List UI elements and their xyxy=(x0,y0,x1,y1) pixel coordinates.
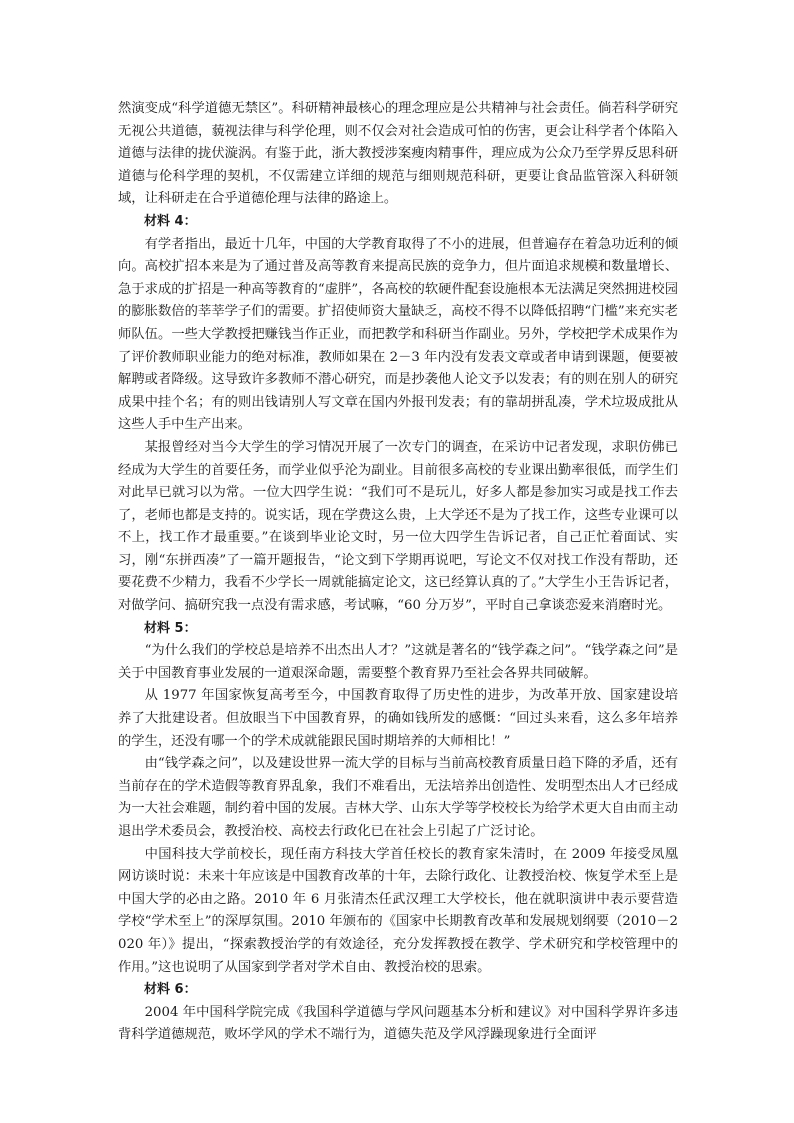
paragraph: 有学者指出，最近十几年，中国的大学教育取得了不小的进展，但普遍存在着急功近利的倾向。高校扩招本来是为了通过普及高等教育来提高民族的竞争力，但片面追求规模和数量增长、急于求成的扩招是一种高等教育的“虚胖”，各高校的软硬件配套设施根本无法满足突然拥进校园的膨胀数倍的莘莘学子们的需要。扩招使师资大量缺乏，高校不得不以降低招聘“门槛”来充实老师队伍。一些大学教授把赚钱当作正业，而把教学和科研当作副业。另外，学校把学术成果作为了评价教师职业能力的绝对标准，教师如果在 2－3 年内没有发表文章或者申请到课题，便要被解聘或者降级。这导致许多教师不潜心研究，而是抄袭他人论文予以发表；有的则在别人的研究成果中挂个名；有的则出钱请别人写文章在国内外报刊发表；有的靠胡拼乱凑，学术垃圾成批从这些人手中生产出来。 xyxy=(118,236,678,433)
paragraph: 2004 年中国科学院完成《我国科学道德与学风问题基本分析和建议》对中国科学界许多违背科学道德规范，败坏学风的学术不端行为，道德失范及学风浮躁现象进行全面评 xyxy=(118,1004,678,1043)
heading-material-4: 材料 4： xyxy=(144,213,197,229)
paragraph: 某报曾经对当今大学生的学习情况开展了一次专门的调查，在采访中记者发现，求职仿佛已经成为大学生的首要任务，而学业似乎沦为副业。目前很多高校的专业课出勤率很低，而学生们对此早已就习以为常。一位大四学生说：“我们可不是玩儿，好多人都是参加实习或是找工作去了，老师也都是支持的。说实话，现在学费这么贵，上大学还不是为了找工作，这些专业课可以不上，找工作才最重要。”在谈到毕业论文时，另一位大四学生告诉记者，自己正忙着面试、实习，刚“东拼西凑”了一篇开题报告，“论文到下学期再说吧，写论文不仅对找工作没有帮助，还要花费不少精力，我看不少学长一周就能搞定论文，这已经算认真的了。”大学生小王告诉记者，对做学问、搞研究我一点没有需求感，考试嘛，“60 分万岁”，平时自己拿谈恋爱来消磨时光。 xyxy=(118,439,678,614)
paragraph: 从 1977 年国家恢复高考至今，中国教育取得了历史性的进步，为改革开放、国家建设培养了大批建设者。但放眼当下中国教育界，的确如钱所发的感慨：“回过头来看，这么多年培养的学生，还没有哪一个的学术成就能跟民国时期培养的大师相比！” xyxy=(118,688,678,749)
paragraph: “为什么我们的学校总是培养不出杰出人才？”这就是著名的“钱学森之问”。“钱学森之问”是关于中国教育事业发展的一道艰深命题，需要整个教育界乃至社会各界共同破解。 xyxy=(118,643,678,681)
heading-material-6: 材料 6： xyxy=(144,982,197,998)
heading-material-5: 材料 5： xyxy=(144,620,197,636)
document-page xyxy=(118,98,678,1047)
paragraph: 中国科技大学前校长，现任南方科技大学首任校长的教育家朱清时，在 2009 年接受凤凰网访谈时说：未来十年应该是中国教育改革的十年，去除行政化、让教授治校、恢复学术至上是中国大学的必由之路。2010 年 6 月张清杰任武汉理工大学校长，他在就职演讲中表示要营造学校“学术至上”的深厚氛围。2010 年颁布的《国家中长期教育改革和发展规划纲要（2010－2020 年）》提出，“探索教授治学的有效途径，充分发挥教授在教学、学术研究和学校管理中的作用。”这也说明了从国家到学者对学术自由、教授治校的思索。 xyxy=(118,846,678,975)
paragraph: 由“钱学森之问”，以及建设世界一流大学的目标与当前高校教育质量日趋下降的矛盾，还有当前存在的学术造假等教育界乱象，我们不难看出，无法培养出创造性、发明型杰出人才已经成为一大社会难题，制约着中国的发展。吉林大学、山东大学等学校校长为给学术更大自由而主动退出学术委员会，教授治校、高校去行政化已在社会上引起了广泛讨论。 xyxy=(118,756,678,839)
paragraph-continuation: 然演变成“科学道德无禁区”。科研精神最核心的理念理应是公共精神与社会责任。倘若科学研究无视公共道德，藐视法律与科学伦理，则不仅会对社会造成可怕的伤害，更会让科学者个体陷入道德与法律的拢伏漩涡。有鉴于此，浙大教授涉案瘦肉精事件，理应成为公众乃至学界反思科研道德与伦科学理的契机，不仅需建立详细的规范与细则规范科研，更要让食品监管深入科研领域，让科研走在合乎道德伦理与法律的路途上。 xyxy=(118,101,678,207)
